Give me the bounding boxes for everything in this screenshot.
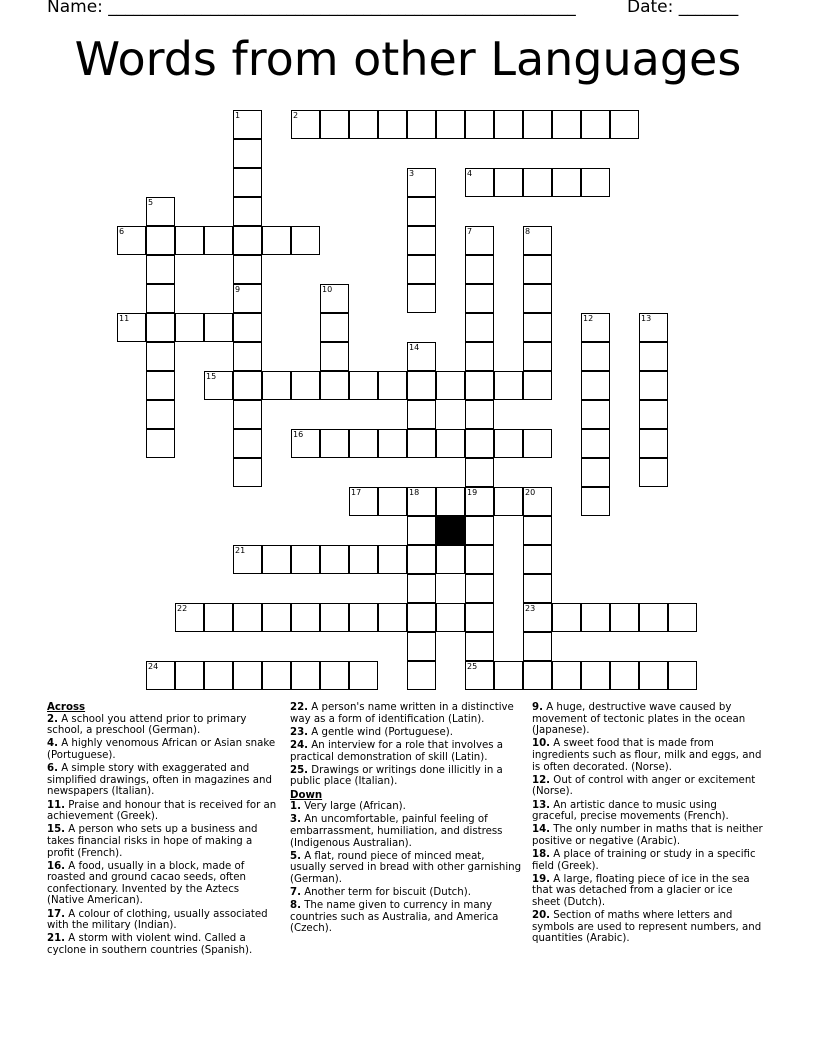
grid-cell[interactable] — [320, 661, 349, 690]
grid-cell[interactable] — [117, 226, 146, 255]
grid-cell[interactable] — [146, 255, 175, 284]
grid-cell[interactable] — [407, 487, 436, 516]
clue-text: A huge, destructive wave caused by movement of tectonic plates in the ocean (Japanese). — [532, 702, 746, 737]
grid-cell[interactable] — [552, 168, 581, 197]
grid-cell[interactable] — [233, 400, 262, 429]
clue-number: 11 — [119, 314, 130, 323]
grid-cell[interactable] — [291, 545, 320, 574]
across-clue — [47, 714, 279, 737]
down-clue — [532, 775, 764, 798]
clue-number: 16 — [293, 430, 304, 439]
grid-cell[interactable] — [233, 661, 262, 690]
grid-cell[interactable] — [175, 661, 204, 690]
grid-cell[interactable] — [175, 226, 204, 255]
across-clue — [47, 763, 279, 798]
clue-num: 19. — [532, 873, 551, 885]
grid-cell[interactable] — [465, 342, 494, 371]
grid-cell[interactable] — [262, 226, 291, 255]
grid-cell[interactable] — [291, 226, 320, 255]
grid-cell[interactable] — [465, 371, 494, 400]
clue-number: 17 — [351, 488, 362, 497]
across-clue — [47, 933, 279, 956]
grid-cell[interactable] — [610, 661, 639, 690]
clue-number: 9 — [235, 285, 241, 294]
grid-cell[interactable] — [320, 110, 349, 139]
grid-cell[interactable] — [465, 429, 494, 458]
grid-cell[interactable] — [465, 255, 494, 284]
grid-cell[interactable] — [494, 661, 523, 690]
grid-cell[interactable] — [465, 313, 494, 342]
grid-cell[interactable] — [407, 168, 436, 197]
clue-number: 21 — [235, 546, 246, 555]
name-label: Name: — [47, 0, 109, 17]
grid-cell[interactable] — [639, 603, 668, 632]
grid-cell[interactable] — [581, 313, 610, 342]
grid-cell[interactable] — [465, 110, 494, 139]
grid-cell[interactable] — [494, 168, 523, 197]
grid-cell[interactable] — [320, 371, 349, 400]
grid-cell[interactable] — [494, 371, 523, 400]
grid-cell[interactable] — [639, 400, 668, 429]
grid-cell[interactable] — [494, 110, 523, 139]
across-clue — [47, 909, 279, 932]
clue-num: 4. — [47, 738, 58, 750]
grid-cell[interactable] — [465, 603, 494, 632]
clue-num: 21. — [47, 933, 66, 945]
clue-num: 23. — [290, 726, 309, 738]
clue-text: Section of maths where letters and symbols are used to represent numbers, and quantities (Arabic). — [532, 910, 762, 945]
grid-cell[interactable] — [320, 545, 349, 574]
grid-cell[interactable] — [610, 110, 639, 139]
clue-text: Very large (African). — [300, 801, 406, 813]
grid-cell[interactable] — [523, 226, 552, 255]
grid-cell[interactable] — [523, 284, 552, 313]
clue-num: 6. — [47, 763, 58, 775]
clue-num: 7. — [290, 887, 301, 899]
grid-cell[interactable] — [552, 661, 581, 690]
grid-cell[interactable] — [291, 661, 320, 690]
grid-cell[interactable] — [465, 632, 494, 661]
down-clue — [532, 910, 764, 945]
grid-cell[interactable] — [204, 313, 233, 342]
grid-cell[interactable] — [465, 516, 494, 545]
grid-cell[interactable] — [378, 487, 407, 516]
clue-number: 10 — [322, 285, 333, 294]
down-clue — [532, 824, 764, 847]
clue-number: 19 — [467, 488, 478, 497]
grid-cell[interactable] — [146, 342, 175, 371]
grid-cell[interactable] — [407, 603, 436, 632]
grid-cell[interactable] — [233, 284, 262, 313]
across-clue-list-cont — [290, 702, 522, 788]
grid-cell[interactable] — [146, 197, 175, 226]
page-title: Words from other Languages — [74, 32, 742, 86]
grid-cell[interactable] — [639, 313, 668, 342]
across-clue — [290, 727, 522, 739]
clue-num: 18. — [532, 849, 551, 861]
grid-cell[interactable] — [146, 371, 175, 400]
grid-cell[interactable] — [639, 342, 668, 371]
clue-text: Another term for biscuit (Dutch). — [300, 887, 471, 899]
grid-cell[interactable] — [581, 429, 610, 458]
grid-cell[interactable] — [146, 429, 175, 458]
grid-cell[interactable] — [407, 226, 436, 255]
grid-cell[interactable] — [407, 110, 436, 139]
grid-cell[interactable] — [320, 603, 349, 632]
down-clue — [290, 887, 522, 899]
grid-cell[interactable] — [262, 371, 291, 400]
clue-num: 22. — [290, 702, 309, 713]
clue-number: 23 — [525, 604, 536, 613]
grid-cell[interactable] — [465, 284, 494, 313]
grid-cell[interactable] — [407, 371, 436, 400]
grid-cell[interactable] — [465, 168, 494, 197]
grid-cell[interactable] — [320, 313, 349, 342]
grid-cell[interactable] — [291, 603, 320, 632]
across-heading: Across — [47, 702, 86, 713]
grid-cell[interactable] — [233, 168, 262, 197]
clue-num: 1. — [290, 801, 301, 813]
grid-cell[interactable] — [349, 661, 378, 690]
clue-num: 11. — [47, 799, 66, 811]
grid-cell[interactable] — [581, 603, 610, 632]
clue-num: 25. — [290, 764, 309, 776]
clue-number: 20 — [525, 488, 536, 497]
down-clue — [532, 738, 764, 773]
clue-num: 13. — [532, 799, 551, 811]
clue-num: 8. — [290, 900, 301, 912]
grid-cell[interactable] — [523, 429, 552, 458]
grid-cell[interactable] — [465, 458, 494, 487]
clue-column-2 — [290, 702, 522, 937]
grid-cell[interactable] — [523, 110, 552, 139]
name-line: _______________________________________________________ — [108, 0, 576, 17]
clue-number: 22 — [177, 604, 188, 613]
date-label: Date: — [627, 0, 679, 17]
grid-block-cell — [436, 516, 465, 545]
across-clue — [290, 702, 522, 725]
grid-cell[interactable] — [204, 371, 233, 400]
across-clue — [47, 861, 279, 907]
grid-cell[interactable] — [233, 371, 262, 400]
clue-num: 5. — [290, 850, 301, 862]
grid-cell[interactable] — [320, 429, 349, 458]
down-clue — [290, 814, 522, 849]
grid-cell[interactable] — [233, 603, 262, 632]
grid-cell[interactable] — [523, 574, 552, 603]
grid-cell[interactable] — [407, 429, 436, 458]
grid-cell[interactable] — [581, 487, 610, 516]
grid-cell[interactable] — [349, 429, 378, 458]
clue-num: 12. — [532, 774, 551, 786]
grid-cell[interactable] — [204, 661, 233, 690]
grid-cell[interactable] — [378, 603, 407, 632]
clue-number: 8 — [525, 227, 531, 236]
clue-text: A person's name written in a distinctive way as a form of identification (Latin). — [290, 702, 514, 725]
grid-cell[interactable] — [204, 603, 233, 632]
grid-cell[interactable] — [233, 458, 262, 487]
grid-cell[interactable] — [349, 487, 378, 516]
across-clue — [47, 824, 279, 859]
clue-text: A place of training or study in a specific field (Greek). — [532, 849, 756, 872]
clue-number: 6 — [119, 227, 125, 236]
grid-cell[interactable] — [639, 371, 668, 400]
clue-number: 12 — [583, 314, 594, 323]
clue-num: 2. — [47, 713, 58, 725]
grid-cell[interactable] — [349, 545, 378, 574]
down-clue-list — [290, 801, 522, 935]
clue-num: 24. — [290, 739, 309, 751]
clue-num: 3. — [290, 814, 301, 826]
grid-cell[interactable] — [262, 661, 291, 690]
grid-cell[interactable] — [494, 487, 523, 516]
clue-number: 13 — [641, 314, 652, 323]
down-clue — [290, 900, 522, 935]
clue-number: 2 — [293, 111, 299, 120]
grid-cell[interactable] — [523, 371, 552, 400]
grid-cell[interactable] — [639, 458, 668, 487]
grid-cell[interactable] — [233, 429, 262, 458]
grid-cell[interactable] — [233, 255, 262, 284]
clue-number: 4 — [467, 169, 473, 178]
grid-cell[interactable] — [523, 168, 552, 197]
down-heading: Down — [290, 789, 323, 801]
grid-cell[interactable] — [436, 371, 465, 400]
grid-cell[interactable] — [465, 487, 494, 516]
grid-cell[interactable] — [436, 487, 465, 516]
grid-cell[interactable] — [146, 284, 175, 313]
clue-number: 1 — [235, 111, 241, 120]
clue-text: A food, usually in a block, made of roasted and ground cacao seeds, often confectionary. Invented by the Aztecs (Native American). — [47, 860, 247, 907]
clue-num: 9. — [532, 702, 543, 713]
grid-cell[interactable] — [465, 545, 494, 574]
grid-cell[interactable] — [639, 661, 668, 690]
grid-cell[interactable] — [436, 603, 465, 632]
date-line: _______ — [678, 0, 739, 17]
clue-num: 15. — [47, 824, 66, 836]
grid-cell[interactable] — [291, 371, 320, 400]
grid-cell[interactable] — [523, 632, 552, 661]
grid-cell[interactable] — [436, 429, 465, 458]
grid-cell[interactable] — [233, 313, 262, 342]
grid-cell[interactable] — [233, 226, 262, 255]
grid-cell[interactable] — [581, 400, 610, 429]
grid-cell[interactable] — [465, 661, 494, 690]
clue-number: 3 — [409, 169, 415, 178]
grid-cell[interactable] — [146, 226, 175, 255]
grid-cell[interactable] — [378, 371, 407, 400]
grid-cell[interactable] — [668, 603, 697, 632]
grid-cell[interactable] — [552, 110, 581, 139]
grid-cell[interactable] — [407, 545, 436, 574]
grid-cell[interactable] — [175, 603, 204, 632]
clue-text: A sweet food that is made from ingredients such as flour, milk and eggs, and is often decorated. (Norse). — [532, 738, 762, 773]
clue-column-1 — [47, 702, 279, 958]
down-clue — [532, 874, 764, 909]
grid-cell[interactable] — [233, 110, 262, 139]
grid-cell[interactable] — [581, 342, 610, 371]
down-clue-list-cont — [532, 702, 764, 945]
clue-text: A simple story with exaggerated and simplified drawings, often in magazines and newspapers (Italian). — [47, 763, 272, 798]
grid-cell[interactable] — [407, 400, 436, 429]
grid-cell[interactable] — [523, 487, 552, 516]
grid-cell[interactable] — [291, 429, 320, 458]
clue-num: 17. — [47, 908, 66, 920]
grid-cell[interactable] — [465, 400, 494, 429]
grid-cell[interactable] — [581, 661, 610, 690]
grid-cell[interactable] — [378, 545, 407, 574]
clue-number: 7 — [467, 227, 473, 236]
across-clue — [47, 800, 279, 823]
clue-text: An interview for a role that involves a practical demonstration of skill (Latin). — [290, 739, 504, 763]
grid-cell[interactable] — [639, 429, 668, 458]
grid-cell[interactable] — [233, 139, 262, 168]
clue-text: The only number in maths that is neither positive or negative (Arabic). — [532, 824, 763, 847]
grid-cell[interactable] — [262, 603, 291, 632]
grid-cell[interactable] — [523, 516, 552, 545]
clue-number: 25 — [467, 662, 478, 671]
clue-text: A highly venomous African or Asian snake (Portuguese). — [47, 738, 276, 761]
grid-cell[interactable] — [146, 313, 175, 342]
across-clue — [290, 740, 522, 763]
grid-cell[interactable] — [233, 197, 262, 226]
clue-text: A storm with violent wind. Called a cyclone in southern countries (Spanish). — [47, 933, 253, 957]
clue-num: 10. — [532, 738, 551, 750]
grid-cell[interactable] — [407, 516, 436, 545]
grid-cell[interactable] — [465, 226, 494, 255]
grid-cell[interactable] — [175, 313, 204, 342]
grid-cell[interactable] — [349, 371, 378, 400]
grid-cell[interactable] — [465, 574, 494, 603]
clue-text: A large, floating piece of ice in the sea that was detached from a glacier or ice sheet (Dutch). — [532, 873, 750, 909]
grid-cell[interactable] — [407, 342, 436, 371]
grid-cell[interactable] — [320, 284, 349, 313]
grid-cell[interactable] — [146, 400, 175, 429]
clue-text: A colour of clothing, usually associated with the military (Indian). — [47, 908, 268, 932]
grid-cell[interactable] — [320, 342, 349, 371]
clue-number: 14 — [409, 343, 420, 352]
grid-cell[interactable] — [668, 661, 697, 690]
clue-column-3 — [532, 702, 764, 947]
grid-cell[interactable] — [378, 110, 407, 139]
grid-cell[interactable] — [204, 226, 233, 255]
down-clue — [532, 702, 764, 737]
grid-cell[interactable] — [581, 110, 610, 139]
clue-text: A school you attend prior to primary school, a preschool (German). — [47, 713, 247, 737]
clue-text: A gentle wind (Portuguese). — [308, 726, 453, 738]
clue-text: A flat, round piece of minced meat, usually served in bread with other garnishing (German). — [290, 850, 522, 885]
clue-text: Out of control with anger or excitement (Norse). — [532, 774, 756, 798]
grid-cell[interactable] — [581, 458, 610, 487]
grid-cell[interactable] — [262, 545, 291, 574]
down-clue — [532, 800, 764, 823]
grid-cell[interactable] — [117, 313, 146, 342]
grid-cell[interactable] — [349, 603, 378, 632]
grid-cell[interactable] — [523, 603, 552, 632]
grid-cell[interactable] — [378, 429, 407, 458]
clue-text: The name given to currency in many countries such as Australia, and America (Czech). — [290, 900, 499, 935]
clue-number: 15 — [206, 372, 217, 381]
grid-cell[interactable] — [407, 197, 436, 226]
grid-cell[interactable] — [552, 603, 581, 632]
clue-text: An uncomfortable, painful feeling of embarrassment, humiliation, and distress (Indigenous Australian). — [290, 814, 503, 849]
grid-cell[interactable] — [436, 545, 465, 574]
down-clue — [532, 849, 764, 872]
grid-cell[interactable] — [407, 574, 436, 603]
clue-num: 20. — [532, 910, 551, 922]
across-clue — [290, 765, 522, 788]
grid-cell[interactable] — [407, 632, 436, 661]
clue-number: 24 — [148, 662, 159, 671]
grid-cell[interactable] — [494, 429, 523, 458]
grid-cell[interactable] — [233, 342, 262, 371]
across-clue — [47, 738, 279, 761]
grid-cell[interactable] — [581, 168, 610, 197]
clue-text: An artistic dance to music using graceful, precise movements (French). — [532, 799, 729, 823]
clue-number: 5 — [148, 198, 154, 207]
clue-text: Drawings or writings done illicitly in a public place (Italian). — [290, 764, 503, 788]
grid-cell[interactable] — [233, 545, 262, 574]
clue-num: 16. — [47, 860, 66, 872]
down-clue — [290, 851, 522, 886]
grid-cell[interactable] — [523, 313, 552, 342]
clue-text: A person who sets up a business and takes financial risks in hope of making a profit (French). — [47, 824, 258, 859]
grid-cell[interactable] — [610, 603, 639, 632]
grid-cell[interactable] — [523, 545, 552, 574]
down-clue — [290, 801, 522, 813]
grid-cell[interactable] — [407, 661, 436, 690]
grid-cell[interactable] — [146, 661, 175, 690]
grid-cell[interactable] — [523, 661, 552, 690]
grid-cell[interactable] — [407, 255, 436, 284]
grid-cell[interactable] — [436, 110, 465, 139]
across-clue-list — [47, 714, 279, 957]
grid-cell[interactable] — [291, 110, 320, 139]
clue-number: 18 — [409, 488, 420, 497]
grid-cell[interactable] — [523, 342, 552, 371]
grid-cell[interactable] — [581, 371, 610, 400]
clue-num: 14. — [532, 824, 551, 836]
clue-text: Praise and honour that is received for an achievement (Greek). — [47, 799, 277, 823]
grid-cell[interactable] — [523, 255, 552, 284]
grid-cell[interactable] — [407, 284, 436, 313]
grid-cell[interactable] — [349, 110, 378, 139]
